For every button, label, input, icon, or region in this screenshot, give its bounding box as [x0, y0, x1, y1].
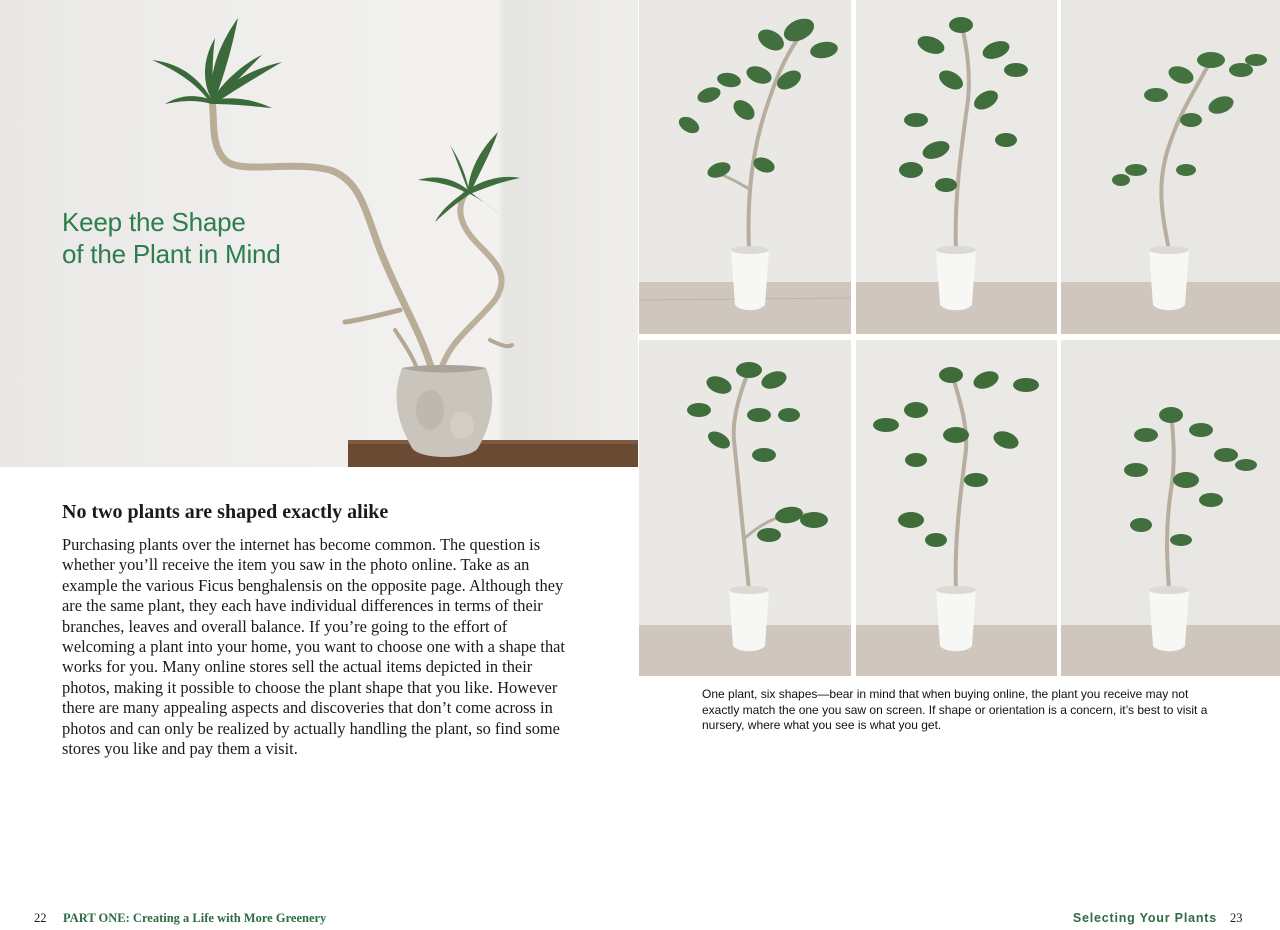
- page-title-line-1: Keep the Shape: [62, 207, 246, 237]
- ficus-photo-6: [1061, 340, 1280, 676]
- ficus-photo-4: [639, 340, 851, 676]
- ficus-photo-1: [639, 0, 851, 334]
- ficus-plant-icon: [1061, 0, 1280, 334]
- right-running-head: Selecting Your Plants: [1072, 911, 1217, 925]
- ficus-plant-icon: [856, 340, 1057, 676]
- hero-photo: [0, 0, 638, 467]
- photo-caption: One plant, six shapes—bear in mind that when buying online, the plant you receive may not exactly match the one you saw on screen. If shape or orientation is a concern, it’s best to visit a nursery, where what you see is what you get.: [702, 687, 1208, 732]
- ficus-photo-5: [856, 340, 1057, 676]
- body-paragraph: Purchasing plants over the internet has become common. The question is whether you’ll receive the item you saw in the photo online. Take as an example the various Ficus benghalensis on the opposite page. Although they are the same plant, they each have individual differences in terms of their branches, leaves and overall balance. If you’re going to the effort of welcoming a plant into your home, you want to choose one with a shape that works for you. Many online stores sell the actual items depicted in their photos, making it possible to choose the plant shape that you like. However there are many appealing aspects and discoveries that don’t come across in photos and can only be realized by actually handling the plant, so find some stores you like and pay them a visit.: [62, 535, 565, 759]
- page-title: [62, 206, 281, 270]
- ficus-plant-icon: [639, 0, 851, 334]
- section-subhead: No two plants are shaped exactly alike: [62, 501, 389, 523]
- plant-photo-grid: [639, 0, 1280, 676]
- ficus-photo-3: [1061, 0, 1280, 334]
- right-page-number: 23: [1230, 911, 1243, 925]
- left-running-head: PART ONE: Creating a Life with More Greenery: [63, 911, 327, 925]
- ficus-plant-icon: [856, 0, 1057, 334]
- ficus-plant-icon: [639, 340, 851, 676]
- ficus-photo-2: [856, 0, 1057, 334]
- left-page-number: 22: [34, 911, 47, 925]
- ficus-plant-icon: [1061, 340, 1280, 676]
- page-title-line-2: of the Plant in Mind: [62, 239, 281, 269]
